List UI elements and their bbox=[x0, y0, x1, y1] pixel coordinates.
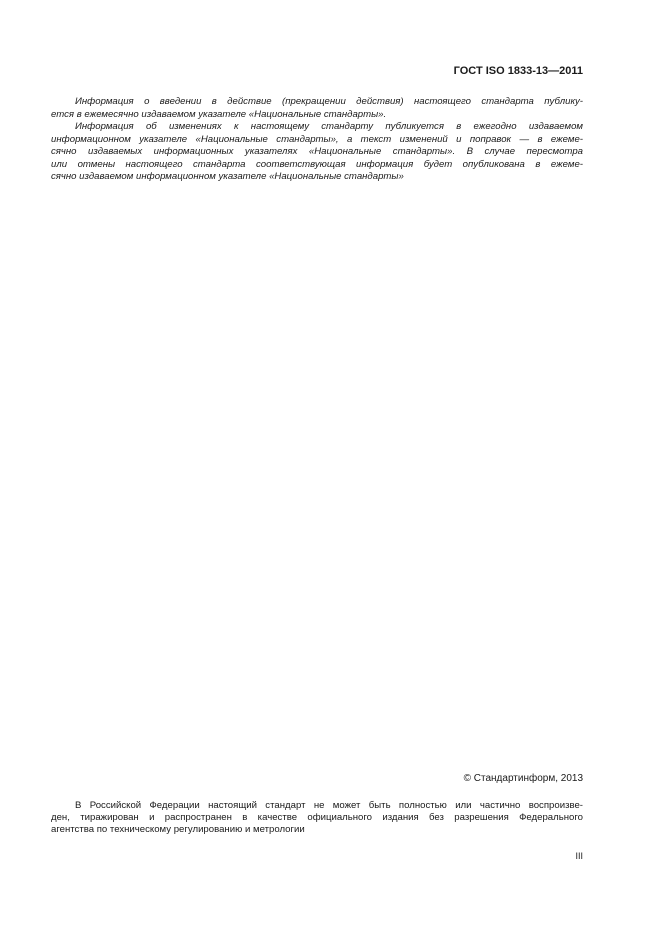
document-header: ГОСТ ISO 1833-13—2011 bbox=[453, 65, 583, 77]
text-line: ется в ежемесячно издаваемом указателе «Национальные стандарты». bbox=[51, 109, 387, 120]
text-line: В Российской Федерации настоящий стандарт не может быть полностью или частично воспроизве- bbox=[75, 800, 583, 811]
text-line: агентства по техническому регулированию и метрологии bbox=[51, 824, 305, 835]
page-number: III bbox=[575, 851, 583, 861]
text-line: Информация о введении в действие (прекращении действия) настоящего стандарта публику- bbox=[75, 96, 583, 107]
text-line: сячно издаваемых информационных указателях «Национальные стандарты». В случае пересмотра bbox=[51, 146, 583, 157]
text-line: или отмены настоящего стандарта соответствующая информация будет опубликована в ежеме- bbox=[51, 159, 583, 170]
text-line: ден, тиражирован и распространен в качестве официального издания без разрешения Федерального bbox=[51, 812, 583, 823]
text-line: информационном указателе «Национальные стандарты», а текст изменений и поправок — в ежеме- bbox=[51, 134, 583, 145]
text-line: сячно издаваемом информационном указателе «Национальные стандарты» bbox=[51, 171, 404, 182]
text-line: Информация об изменениях к настоящему стандарту публикуется в ежегодно издаваемом bbox=[75, 121, 583, 132]
copyright: © Стандартинформ, 2013 bbox=[463, 773, 583, 784]
